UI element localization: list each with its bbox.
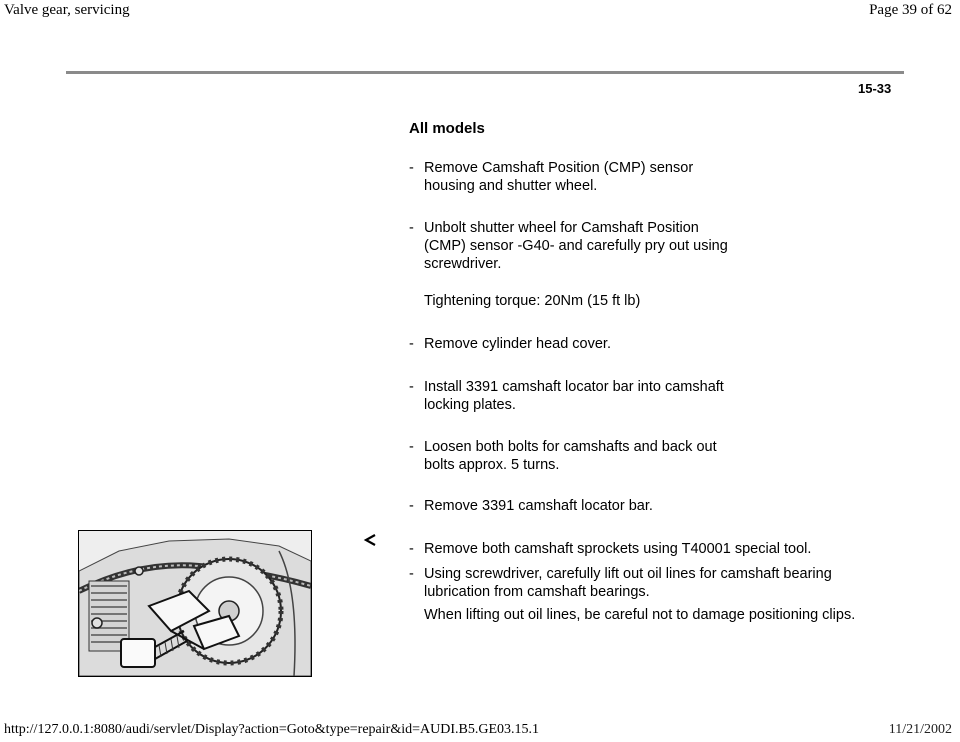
step-line: housing and shutter wheel.: [424, 178, 598, 194]
arrow-pointer-icon: [363, 533, 377, 547]
step-line: Remove 3391 camshaft locator bar.: [424, 498, 653, 514]
caution-note: When lifting out oil lines, be careful not to damage positioning clips.: [424, 607, 856, 623]
step-line: Install 3391 camshaft locator bar into camshaft: [424, 379, 724, 395]
step-dash: -: [409, 541, 414, 557]
footer-date: 11/21/2002: [888, 722, 952, 737]
step-line: bolts approx. 5 turns.: [424, 457, 560, 473]
step-item: [409, 378, 829, 414]
step-line: Using screwdriver, carefully lift out oil lines for camshaft bearing: [424, 566, 832, 582]
step-line: Remove cylinder head cover.: [424, 336, 611, 352]
step-line: lubrication from camshaft bearings.: [424, 584, 650, 600]
step-line: Unbolt shutter wheel for Camshaft Position: [424, 220, 699, 236]
footer-url[interactable]: http://127.0.0.1:8080/audi/servlet/Display?action=Goto&type=repair&id=AUDI.B5.GE03.15.1: [4, 722, 539, 737]
step-line: Loosen both bolts for camshafts and back out: [424, 439, 717, 455]
step-item: [409, 219, 829, 273]
step-item: [409, 497, 829, 515]
step-item: [409, 335, 829, 353]
illustration-graphic: [79, 531, 311, 676]
step-line: screwdriver.: [424, 256, 502, 272]
camshaft-sprocket-illustration: [78, 530, 312, 677]
step-dash: -: [409, 566, 414, 582]
step-item: [409, 565, 909, 601]
step-dash: -: [409, 498, 414, 514]
step-dash: -: [409, 439, 414, 455]
section-title: All models: [409, 120, 485, 137]
step-item: [409, 159, 829, 195]
step-line: Remove both camshaft sprockets using T40001 special tool.: [424, 541, 812, 557]
document-title: Valve gear, servicing: [4, 2, 130, 18]
step-line: (CMP) sensor -G40- and carefully pry out using: [424, 238, 728, 254]
page-indicator: Page 39 of 62: [869, 2, 952, 18]
header-rule: [66, 71, 904, 74]
step-dash: -: [409, 336, 414, 352]
step-line: Remove Camshaft Position (CMP) sensor: [424, 160, 694, 176]
page-code: 15-33: [858, 81, 892, 96]
torque-note: Tightening torque: 20Nm (15 ft lb): [424, 293, 641, 309]
step-dash: -: [409, 379, 414, 395]
step-dash: -: [409, 160, 414, 176]
step-dash: -: [409, 220, 414, 236]
step-item: [409, 540, 909, 558]
step-line: locking plates.: [424, 397, 516, 413]
step-item: [409, 438, 829, 474]
